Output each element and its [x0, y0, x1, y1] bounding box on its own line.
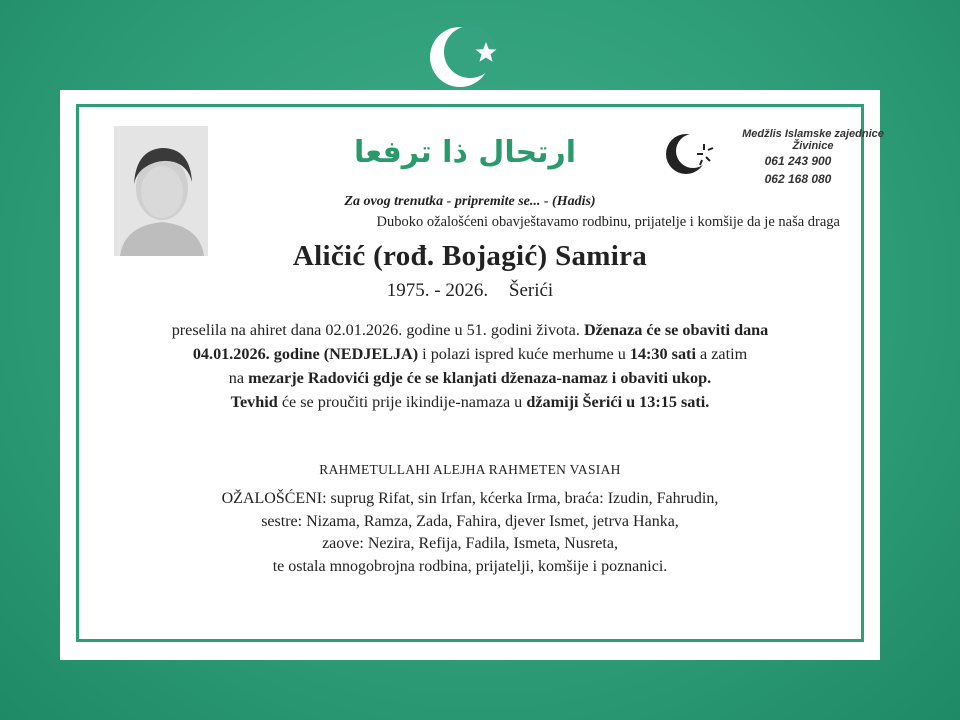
mourners-line-2: sestre: Nizama, Ramza, Zada, Fahira, djever Ismet, jetrva Hanka, [261, 512, 679, 530]
announcement-bold: 04.01.2026. godine (NEDJELJA) [192, 345, 419, 363]
announcement-text: će se proučiti prije ikindije-namaza u [277, 393, 527, 411]
announcement-text: a zatim [695, 345, 748, 363]
place-name: Šerići [508, 280, 554, 301]
announcement-bold: Dženaza će se obaviti dana [583, 321, 769, 339]
arabic-calligraphy [353, 120, 577, 180]
medzlis-contact [662, 128, 884, 198]
obituary-card [60, 90, 884, 660]
crescent-star-icon [428, 22, 508, 92]
medzlis-phone-1: 061 243 900 [764, 154, 832, 168]
announcement-text: preselila na ahiret dana 02.01.2026. godine u 51. godini života. [171, 321, 584, 339]
rahmet-phrase: RAHMETULLAHI ALEJHA RAHMETEN VASIAH [319, 462, 621, 477]
announcement-line-4 [100, 390, 840, 414]
announcement-bold: mezarje Radovići gdje će se klanjati dženaza-namaz i obaviti ukop. [248, 369, 712, 387]
announcement-text: na [228, 369, 249, 387]
announcement-text: i polazi ispred kuće merhume u [418, 345, 630, 363]
announcement-line-1 [100, 318, 840, 342]
medzlis-title [728, 128, 898, 152]
deceased-name: Aličić (rođ. Bojagić) Samira [292, 240, 648, 272]
mourners-list [120, 488, 820, 578]
life-years: 1975. - 2026. [386, 280, 489, 301]
svg-text:ارتحال ذا ترفعا: ارتحال ذا ترفعا [353, 135, 577, 170]
announcement-bold: džamiji Šerići u 13:15 sati. [526, 393, 710, 411]
medzlis-logo-icon [664, 130, 724, 180]
mourners-line-4: te ostala mnogobrojna rodbina, prijatelji, komšije i poznanici. [272, 557, 668, 575]
medzlis-title-line2: Živinice [792, 140, 834, 152]
announcement-line-3 [100, 366, 840, 390]
announcement-bold: Tevhid [230, 393, 278, 411]
intro-text: Duboko ožalošćeni obavještavamo rodbinu, prijatelje i komšije da je naša draga [376, 214, 840, 230]
announcement-bold: 14:30 sati [629, 345, 696, 363]
mourners-line-1: OŽALOŠĆENI: suprug Rifat, sin Irfan, kćerka Irma, braća: Izudin, Fahrudin, [221, 490, 719, 507]
life-dates [60, 280, 880, 302]
funeral-announcement [100, 318, 840, 414]
medzlis-phone-2: 062 168 080 [764, 172, 832, 186]
mourners-line-3: zaove: Nezira, Refija, Fadila, Ismeta, Nusreta, [322, 535, 618, 552]
deceased-photo [114, 126, 208, 256]
medzlis-title-line1: Medžlis Islamske zajednice [742, 128, 884, 140]
hadis-quote: Za ovog trenutka - pripremite se... - (Hadis) [344, 194, 596, 209]
announcement-line-2 [100, 342, 840, 366]
